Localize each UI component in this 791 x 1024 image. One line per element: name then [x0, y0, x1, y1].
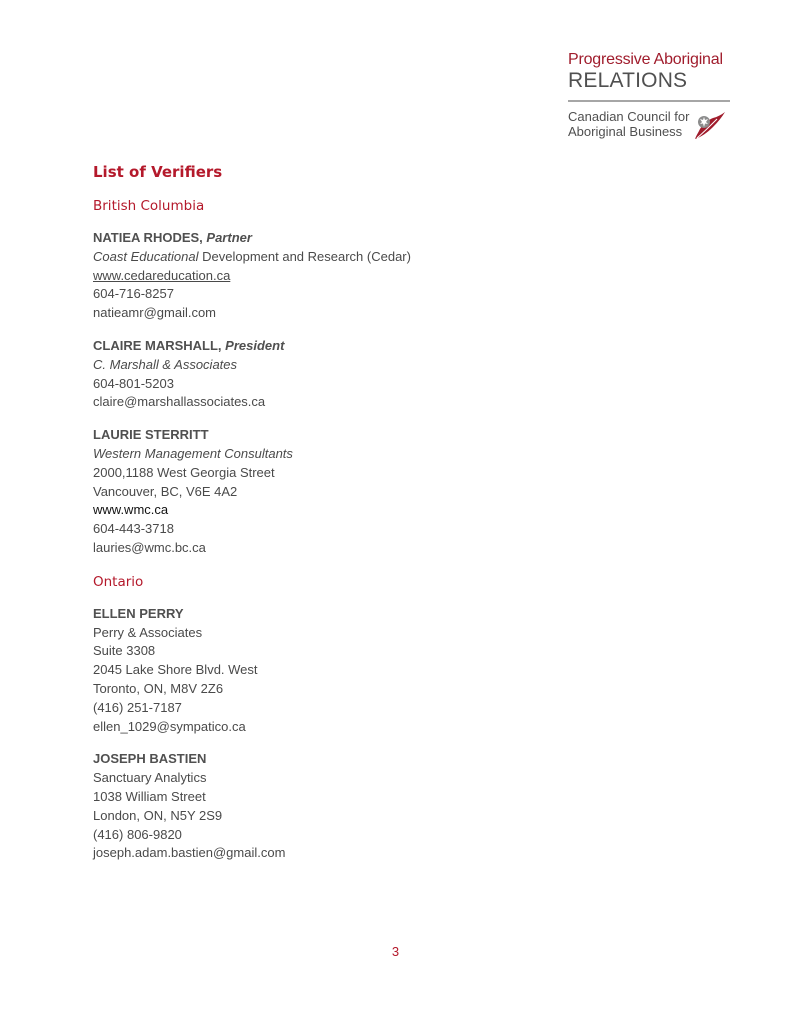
verifier-title: Partner	[202, 230, 252, 245]
verifier-address-line2: Vancouver, BC, V6E 4A2	[93, 483, 238, 499]
logo-line2: RELATIONS	[568, 69, 688, 92]
maple-leaf-feather-icon	[693, 109, 727, 141]
verifier-address-line2: Toronto, ON, M8V 2Z6	[93, 680, 224, 696]
verifier-entry	[93, 426, 613, 558]
verifier-address-line1: 1038 William Street	[93, 788, 206, 804]
verifier-entry	[93, 229, 613, 323]
verifier-website[interactable]: www.wmc.ca	[93, 502, 169, 518]
verifier-title: President	[221, 337, 285, 353]
page-heading: List of Verifiers	[93, 163, 223, 181]
page-number: 3	[391, 944, 400, 959]
verifier-email: claire@marshallassociates.ca	[93, 394, 266, 410]
verifier-phone: 604-716-8257	[93, 286, 174, 302]
logo-council-text	[568, 109, 689, 139]
verifier-email: ellen_1029@sympatico.ca	[93, 718, 246, 734]
verifier-phone: 604-443-3718	[93, 521, 174, 537]
verifier-email: joseph.adam.bastien@gmail.com	[93, 845, 286, 861]
verifiers-list	[93, 162, 613, 863]
verifier-org: Sanctuary Analytics	[93, 770, 207, 786]
verifier-entry	[93, 337, 613, 412]
verifier-email: natieamr@gmail.com	[93, 305, 217, 321]
verifier-entry	[93, 605, 613, 737]
verifier-name: JOSEPH BASTIEN	[93, 751, 207, 767]
verifier-address-line2: London, ON, N5Y 2S9	[93, 807, 223, 823]
verifier-name: CLAIRE MARSHALL,	[93, 337, 222, 353]
logo-line1: Progressive Aboriginal	[568, 51, 723, 68]
verifier-entry	[93, 750, 613, 863]
region-heading-ontario: Ontario	[93, 573, 144, 590]
verifier-phone: (416) 806-9820	[93, 826, 182, 842]
logo-council-line1: Canadian Council for	[568, 109, 690, 124]
verifier-org: Western Management Consultants	[93, 445, 293, 461]
verifier-address-line1: 2000,1188 West Georgia Street	[93, 464, 275, 480]
verifier-website-link[interactable]: www.cedareducation.ca	[93, 267, 231, 283]
verifier-phone: (416) 251-7187	[93, 699, 182, 715]
logo-divider	[568, 100, 730, 102]
verifier-email: lauries@wmc.bc.ca	[93, 539, 206, 555]
verifier-org: C. Marshall & Associates	[93, 356, 238, 372]
verifier-address-line1: 2045 Lake Shore Blvd. West	[93, 662, 258, 678]
verifier-org: Coast Educational	[93, 248, 199, 264]
verifier-name: LAURIE STERRITT	[93, 427, 209, 443]
verifier-phone: 604-801-5203	[93, 375, 174, 391]
verifier-org: Perry & Associates	[93, 624, 203, 640]
verifier-name: NATIEA RHODES,	[93, 230, 203, 245]
logo-council-line2: Aboriginal Business	[568, 124, 683, 139]
verifier-suite: Suite 3308	[93, 643, 156, 659]
region-heading-british-columbia: British Columbia	[93, 198, 205, 214]
verifier-org-rest: Development and Research (Cedar)	[198, 248, 411, 264]
verifier-name: ELLEN PERRY	[93, 605, 184, 621]
logo	[568, 50, 738, 141]
